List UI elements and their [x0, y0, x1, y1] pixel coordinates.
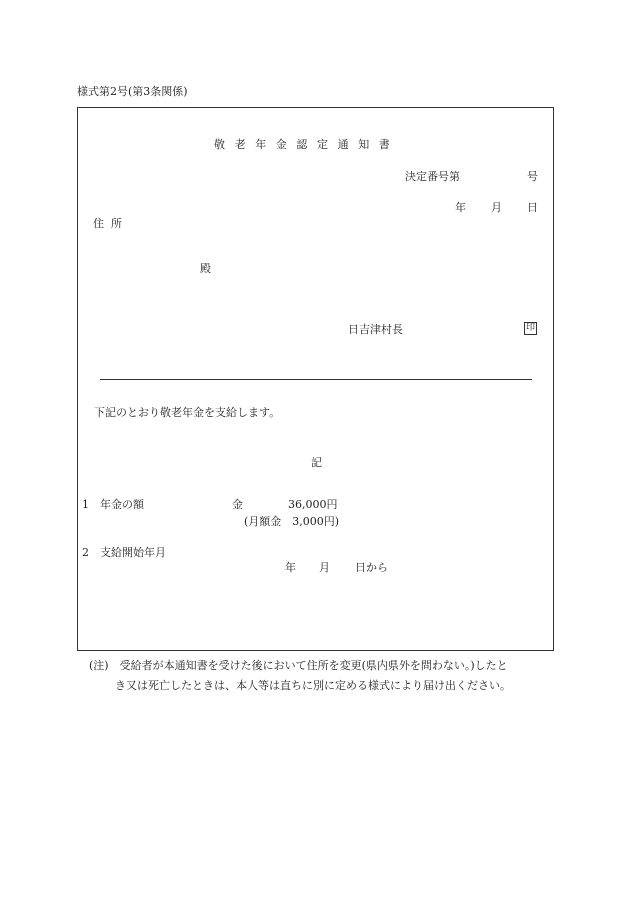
date-year: 年 [455, 201, 466, 214]
start-day-from: 日から [355, 561, 388, 574]
body-text: 下記のとおり敬老年金を支給します。 [94, 406, 281, 419]
ki-heading: 記 [311, 456, 322, 469]
start-month: 月 [319, 561, 330, 574]
item-1-amount: 36,000円 [288, 498, 338, 511]
recipient-honorific: 殿 [200, 262, 211, 275]
separator-line [100, 379, 532, 380]
note-line-1: (注) 受給者が本通知書を受けた後において住所を変更(県内県外を問わない。)したと [89, 659, 508, 672]
item-1-label: 年金の額 [100, 498, 144, 511]
date-day: 日 [527, 201, 538, 214]
date-month: 月 [491, 201, 502, 214]
item-1-kin: 金 [232, 498, 243, 511]
note-line-2: き又は死亡したときは、本人等は直ちに別に定める様式により届け出ください。 [115, 679, 511, 692]
seal-stamp: 印 [525, 323, 535, 333]
item-1-number: 1 [82, 498, 89, 511]
document-title: 敬老年金認定通知書 [214, 138, 400, 151]
form-number-label: 様式第2号(第3条関係) [77, 85, 188, 98]
decision-number-suffix: 号 [527, 170, 538, 183]
item-2-number: 2 [82, 546, 89, 559]
item-1-monthly-amount: (月額金 3,000円) [244, 515, 340, 528]
item-2-label: 支給開始年月 [100, 546, 166, 559]
start-year: 年 [285, 561, 296, 574]
decision-number-label: 決定番号第 [405, 170, 460, 183]
address-label: 住所 [93, 217, 129, 230]
issuer-mayor: 日吉津村長 [348, 323, 403, 336]
